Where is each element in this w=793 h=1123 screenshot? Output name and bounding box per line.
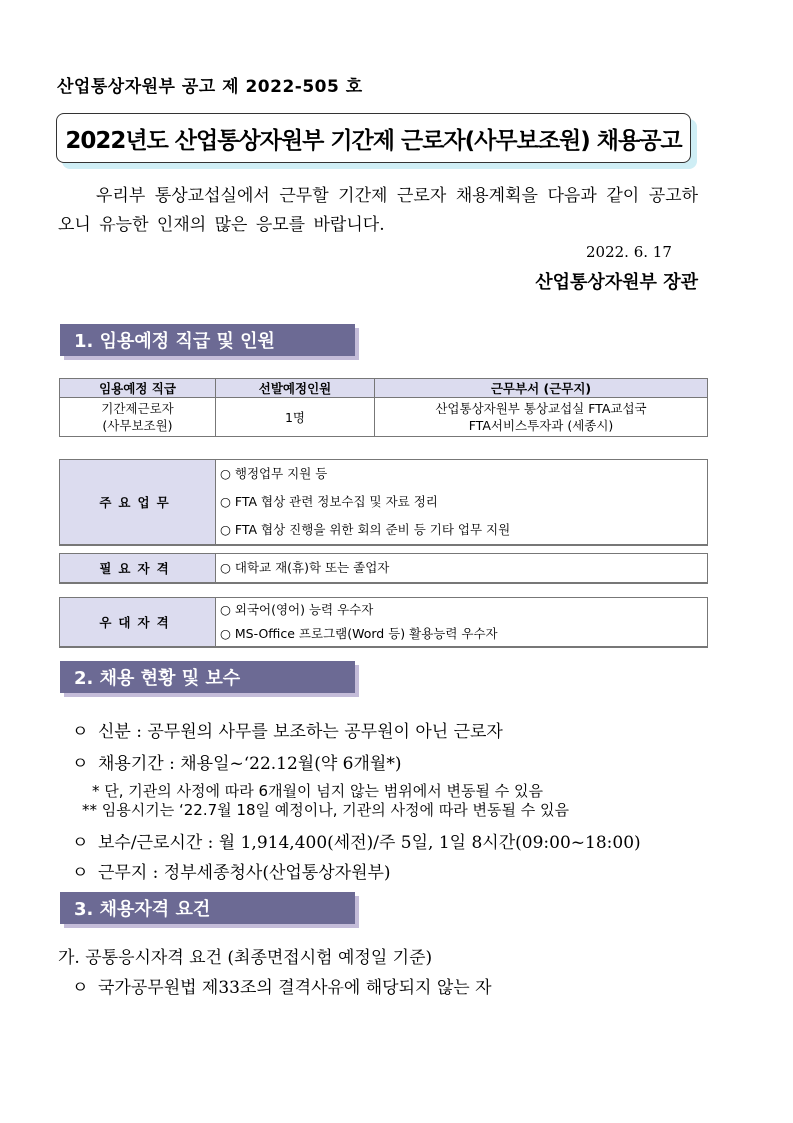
table-header-row <box>60 379 708 398</box>
list-item <box>72 717 503 742</box>
header-dept: 근무부서 (근무지) <box>375 379 708 398</box>
list-item <box>72 828 641 853</box>
duties-label: 주요업무 <box>60 460 216 546</box>
item-text: 국가공무원법 제33조의 결격사유에 해당되지 않는 자 <box>98 978 492 998</box>
list-item: ○ MS-Office 프로그램(Word 등) 활용능력 우수자 <box>220 626 498 641</box>
header-count: 선발예정인원 <box>216 379 375 398</box>
table-row <box>60 398 708 437</box>
page-title: 2022년도 산업통상자원부 기간제 근로자(사무보조원) 채용공고 <box>65 127 682 154</box>
list-item: ○ FTA 협상 진행을 위한 회의 준비 등 기타 업무 지원 <box>220 522 511 537</box>
bullet-icon: ㅇ <box>72 722 89 742</box>
list-item <box>72 973 492 998</box>
grade-line1: 기간제근로자 <box>101 401 174 416</box>
cell-count: 1명 <box>216 398 375 437</box>
preferred-table <box>59 597 708 648</box>
grade-line2: (사무보조원) <box>102 418 173 433</box>
item-text: 근무지 : 정부세종청사(산업통상자원부) <box>98 863 391 883</box>
title-box <box>56 113 691 163</box>
section2-heading: 2. 채용 현황 및 보수 <box>60 661 355 693</box>
header-grade: 임용예정 직급 <box>60 379 216 398</box>
preferred-list <box>216 598 708 648</box>
duties-table <box>59 459 708 546</box>
requirements-table <box>59 553 708 584</box>
bullet-icon: ㅇ <box>72 978 89 998</box>
cell-dept <box>375 398 708 437</box>
list-item <box>72 749 401 774</box>
notice-date: 2022. 6. 17 <box>586 243 672 261</box>
requirements-list <box>216 554 708 584</box>
section3-subheading: 가. 공통응시자격 요건 (최종면접시험 예정일 기준) <box>58 948 433 968</box>
preferred-label: 우대자격 <box>60 598 216 648</box>
list-item <box>72 858 391 883</box>
bullet-icon: ㅇ <box>72 833 89 853</box>
duties-list <box>216 460 708 546</box>
intro-paragraph: 우리부 통상교섭실에서 근무할 기간제 근로자 채용계획을 다음과 같이 공고하오니 유능한 인재의 많은 응모를 바랍니다. <box>58 186 698 235</box>
bullet-icon: ㅇ <box>72 863 89 883</box>
bullet-icon: ㅇ <box>72 754 89 774</box>
dept-line2: FTA서비스투자과 (세종시) <box>468 418 614 433</box>
requirements-label: 필요자격 <box>60 554 216 584</box>
list-item: ○ 대학교 재(휴)학 또는 졸업자 <box>220 560 390 575</box>
issuer-name: 산업통상자원부 장관 <box>535 272 698 293</box>
section3-heading: 3. 채용자격 요건 <box>60 892 355 924</box>
dept-line1: 산업통상자원부 통상교섭실 FTA교섭국 <box>435 401 647 416</box>
section1-heading: 1. 임용예정 직급 및 인원 <box>60 324 355 356</box>
list-item: ○ 행정업무 지원 등 <box>220 466 328 481</box>
item-text: 신분 : 공무원의 사무를 보조하는 공무원이 아닌 근로자 <box>98 722 503 742</box>
list-item: ○ FTA 협상 관련 정보수집 및 자료 정리 <box>220 494 438 509</box>
position-table <box>59 378 708 437</box>
notice-number: 산업통상자원부 공고 제 2022-505 호 <box>57 77 363 97</box>
item-text: 채용기간 : 채용일~‘22.12월(약 6개월*) <box>98 754 402 774</box>
note-1: * 단, 기관의 사정에 따라 6개월이 넘지 않는 범위에서 변동될 수 있음 <box>92 782 544 800</box>
cell-grade <box>60 398 216 437</box>
item-text: 보수/근로시간 : 월 1,914,400(세전)/주 5일, 1일 8시간(09:00~18:00) <box>98 833 641 853</box>
list-item: ○ 외국어(영어) 능력 우수자 <box>220 602 374 617</box>
note-2: ** 임용시기는 ‘22.7월 18일 예정이나, 기관의 사정에 따라 변동될 수 있음 <box>82 801 569 819</box>
